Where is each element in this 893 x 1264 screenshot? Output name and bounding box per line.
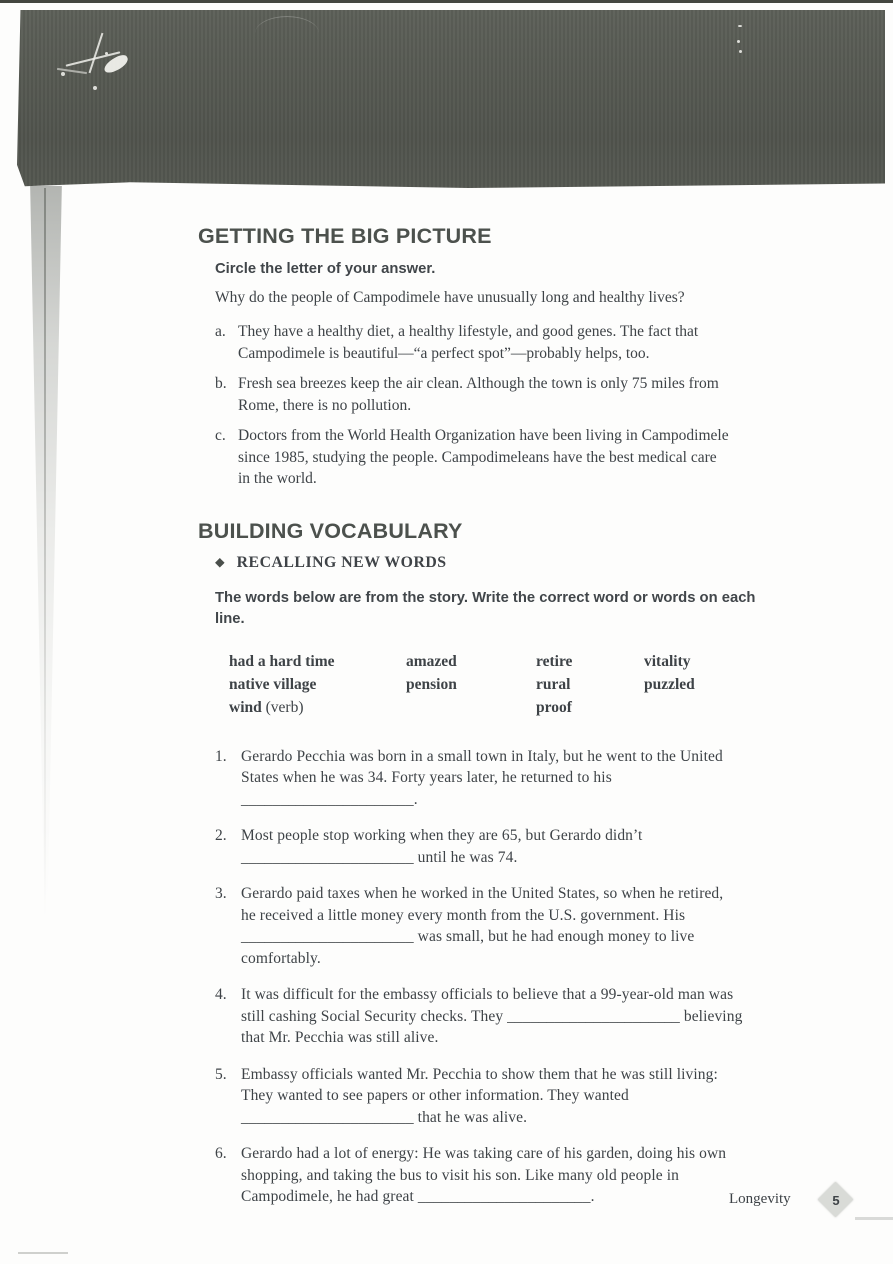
fill-in-blank-line: Campodimele, he had great ______________________. [241, 1188, 595, 1205]
word-bank-word: pension [406, 675, 457, 693]
word-bank-word: amazed [406, 652, 457, 670]
text-line: he received a little money every month from the U.S. government. His [241, 906, 686, 924]
exercise-number: 3. [215, 885, 227, 902]
scan-dark-band [17, 10, 885, 188]
text-line: since 1985, studying the people. Campodimeleans have the best medical care [238, 448, 717, 466]
comprehension-question: Why do the people of Campodimele have unusually long and healthy lives? [215, 289, 685, 306]
exercise-item-1 [215, 746, 866, 811]
book-spine-line [44, 188, 46, 918]
word-bank-word [229, 696, 406, 719]
option-text [238, 425, 729, 490]
subsection-recalling-new-words [215, 554, 866, 572]
dust-speck [739, 50, 742, 53]
fill-in-blank-line: still cashing Social Security checks. They ______________________ believing [241, 1007, 743, 1025]
fill-in-blank-line: ______________________ was small, but he had enough money to live [241, 928, 695, 945]
dust-speck [105, 52, 108, 55]
text-line: Campodimele is beautiful—“a perfect spot”—probably helps, too. [238, 344, 650, 362]
page-number-diamond [818, 1182, 854, 1218]
answer-option-a [215, 321, 866, 364]
word-bank-column-4 [644, 650, 866, 719]
chapter-label: Longevity [729, 1191, 791, 1207]
exercise-text [241, 883, 723, 969]
word-bank-word: proof [536, 698, 572, 716]
text-line: line. [215, 610, 245, 627]
fill-in-blank-line: ______________________. [241, 790, 418, 808]
section-instruction: Circle the letter of your answer. [215, 261, 436, 277]
exercise-text [241, 825, 642, 868]
text-line: that Mr. Pecchia was still alive. [241, 1029, 439, 1046]
word-bank-word: rural [536, 675, 571, 693]
vocab-instruction [215, 588, 866, 630]
text-line: The words below are from the story. Write the correct word or words on each [215, 589, 756, 606]
option-letter: b. [215, 375, 227, 392]
exercise-item-4 [215, 984, 866, 1049]
text-line: Rome, there is no pollution. [238, 396, 412, 414]
fill-in-blank-line: ______________________ until he was 74. [241, 848, 518, 866]
exercise-number: 1. [215, 747, 227, 765]
section-title: BUILDING VOCABULARY [198, 518, 463, 543]
exercise-text [241, 746, 723, 811]
subsection-title: RECALLING NEW WORDS [236, 553, 447, 571]
option-text [238, 373, 719, 416]
dust-speck [738, 25, 742, 27]
word-bank-word-note: (verb) [261, 698, 304, 716]
word-bank-column-1 [229, 650, 406, 719]
option-letter: c. [215, 427, 226, 444]
scratch-mark [89, 33, 104, 74]
exercise-item-2 [215, 825, 866, 868]
scan-arc-mark [255, 16, 319, 51]
answer-option-b [215, 373, 866, 416]
exercise-number: 6. [215, 1145, 227, 1162]
section-getting-big-picture [198, 224, 866, 490]
section-building-vocabulary [198, 519, 866, 1208]
word-bank-word: native village [229, 675, 317, 693]
text-line: Embassy officials wanted Mr. Pecchia to show them that he was still living: [241, 1065, 718, 1083]
word-bank-word: had a hard time [229, 652, 335, 670]
exercise-text [241, 984, 742, 1049]
exercise-number: 2. [215, 827, 227, 844]
book-spine-shadow [24, 186, 68, 902]
page-content [198, 224, 866, 1223]
text-line: shopping, and taking the bus to visit his son. Like many old people in [241, 1166, 679, 1184]
dust-speck [93, 86, 97, 90]
word-bank-column-3 [536, 650, 644, 719]
exercise-number: 5. [215, 1065, 227, 1083]
text-line: Most people stop working when they are 65, but Gerardo didn’t [241, 827, 643, 844]
text-line: States when he was 34. Forty years later, he returned to his [241, 769, 612, 786]
exercise-item-5 [215, 1064, 866, 1129]
page-footer [0, 1182, 893, 1222]
text-line: They have a healthy diet, a healthy lifestyle, and good genes. The fact that [238, 323, 699, 340]
text-line: in the world. [238, 470, 317, 487]
word-bank-word-bold: wind [229, 698, 262, 716]
text-line: They wanted to see papers or other information. They wanted [241, 1087, 629, 1104]
fill-in-blank-line: ______________________ that he was alive. [241, 1108, 528, 1126]
text-line: comfortably. [241, 949, 321, 967]
section-title: GETTING THE BIG PICTURE [198, 224, 492, 248]
dust-speck [737, 40, 740, 43]
scan-artifact-bottom-left [18, 1252, 68, 1254]
option-letter: a. [215, 323, 226, 340]
word-bank-column-2 [406, 650, 536, 719]
exercise-item-3 [215, 883, 866, 969]
text-line: It was difficult for the embassy officials to believe that a 99-year-old man was [241, 986, 734, 1003]
text-line: Gerardo Pecchia was born in a small town in Italy, but he went to the United [241, 747, 723, 765]
text-line: Fresh sea breezes keep the air clean. Although the town is only 75 miles from [238, 375, 719, 392]
word-bank [229, 650, 866, 719]
answer-option-c [215, 425, 866, 490]
exercise-number: 4. [215, 986, 227, 1003]
exercise-text [241, 1064, 718, 1129]
word-bank-word: vitality [644, 652, 691, 670]
scan-top-edge [0, 0, 893, 3]
text-line: Gerardo paid taxes when he worked in the United States, so when he retired, [241, 885, 724, 902]
option-text [238, 321, 698, 364]
word-bank-word: retire [536, 652, 573, 670]
text-line: Doctors from the World Health Organization have been living in Campodimele [238, 427, 729, 444]
text-line: Gerardo had a lot of energy: He was taking care of his garden, doing his own [241, 1145, 727, 1162]
diamond-bullet-icon: ◆ [215, 554, 225, 569]
dust-speck [61, 72, 65, 76]
page-number: 5 [832, 1192, 840, 1208]
word-bank-word: puzzled [644, 675, 695, 693]
